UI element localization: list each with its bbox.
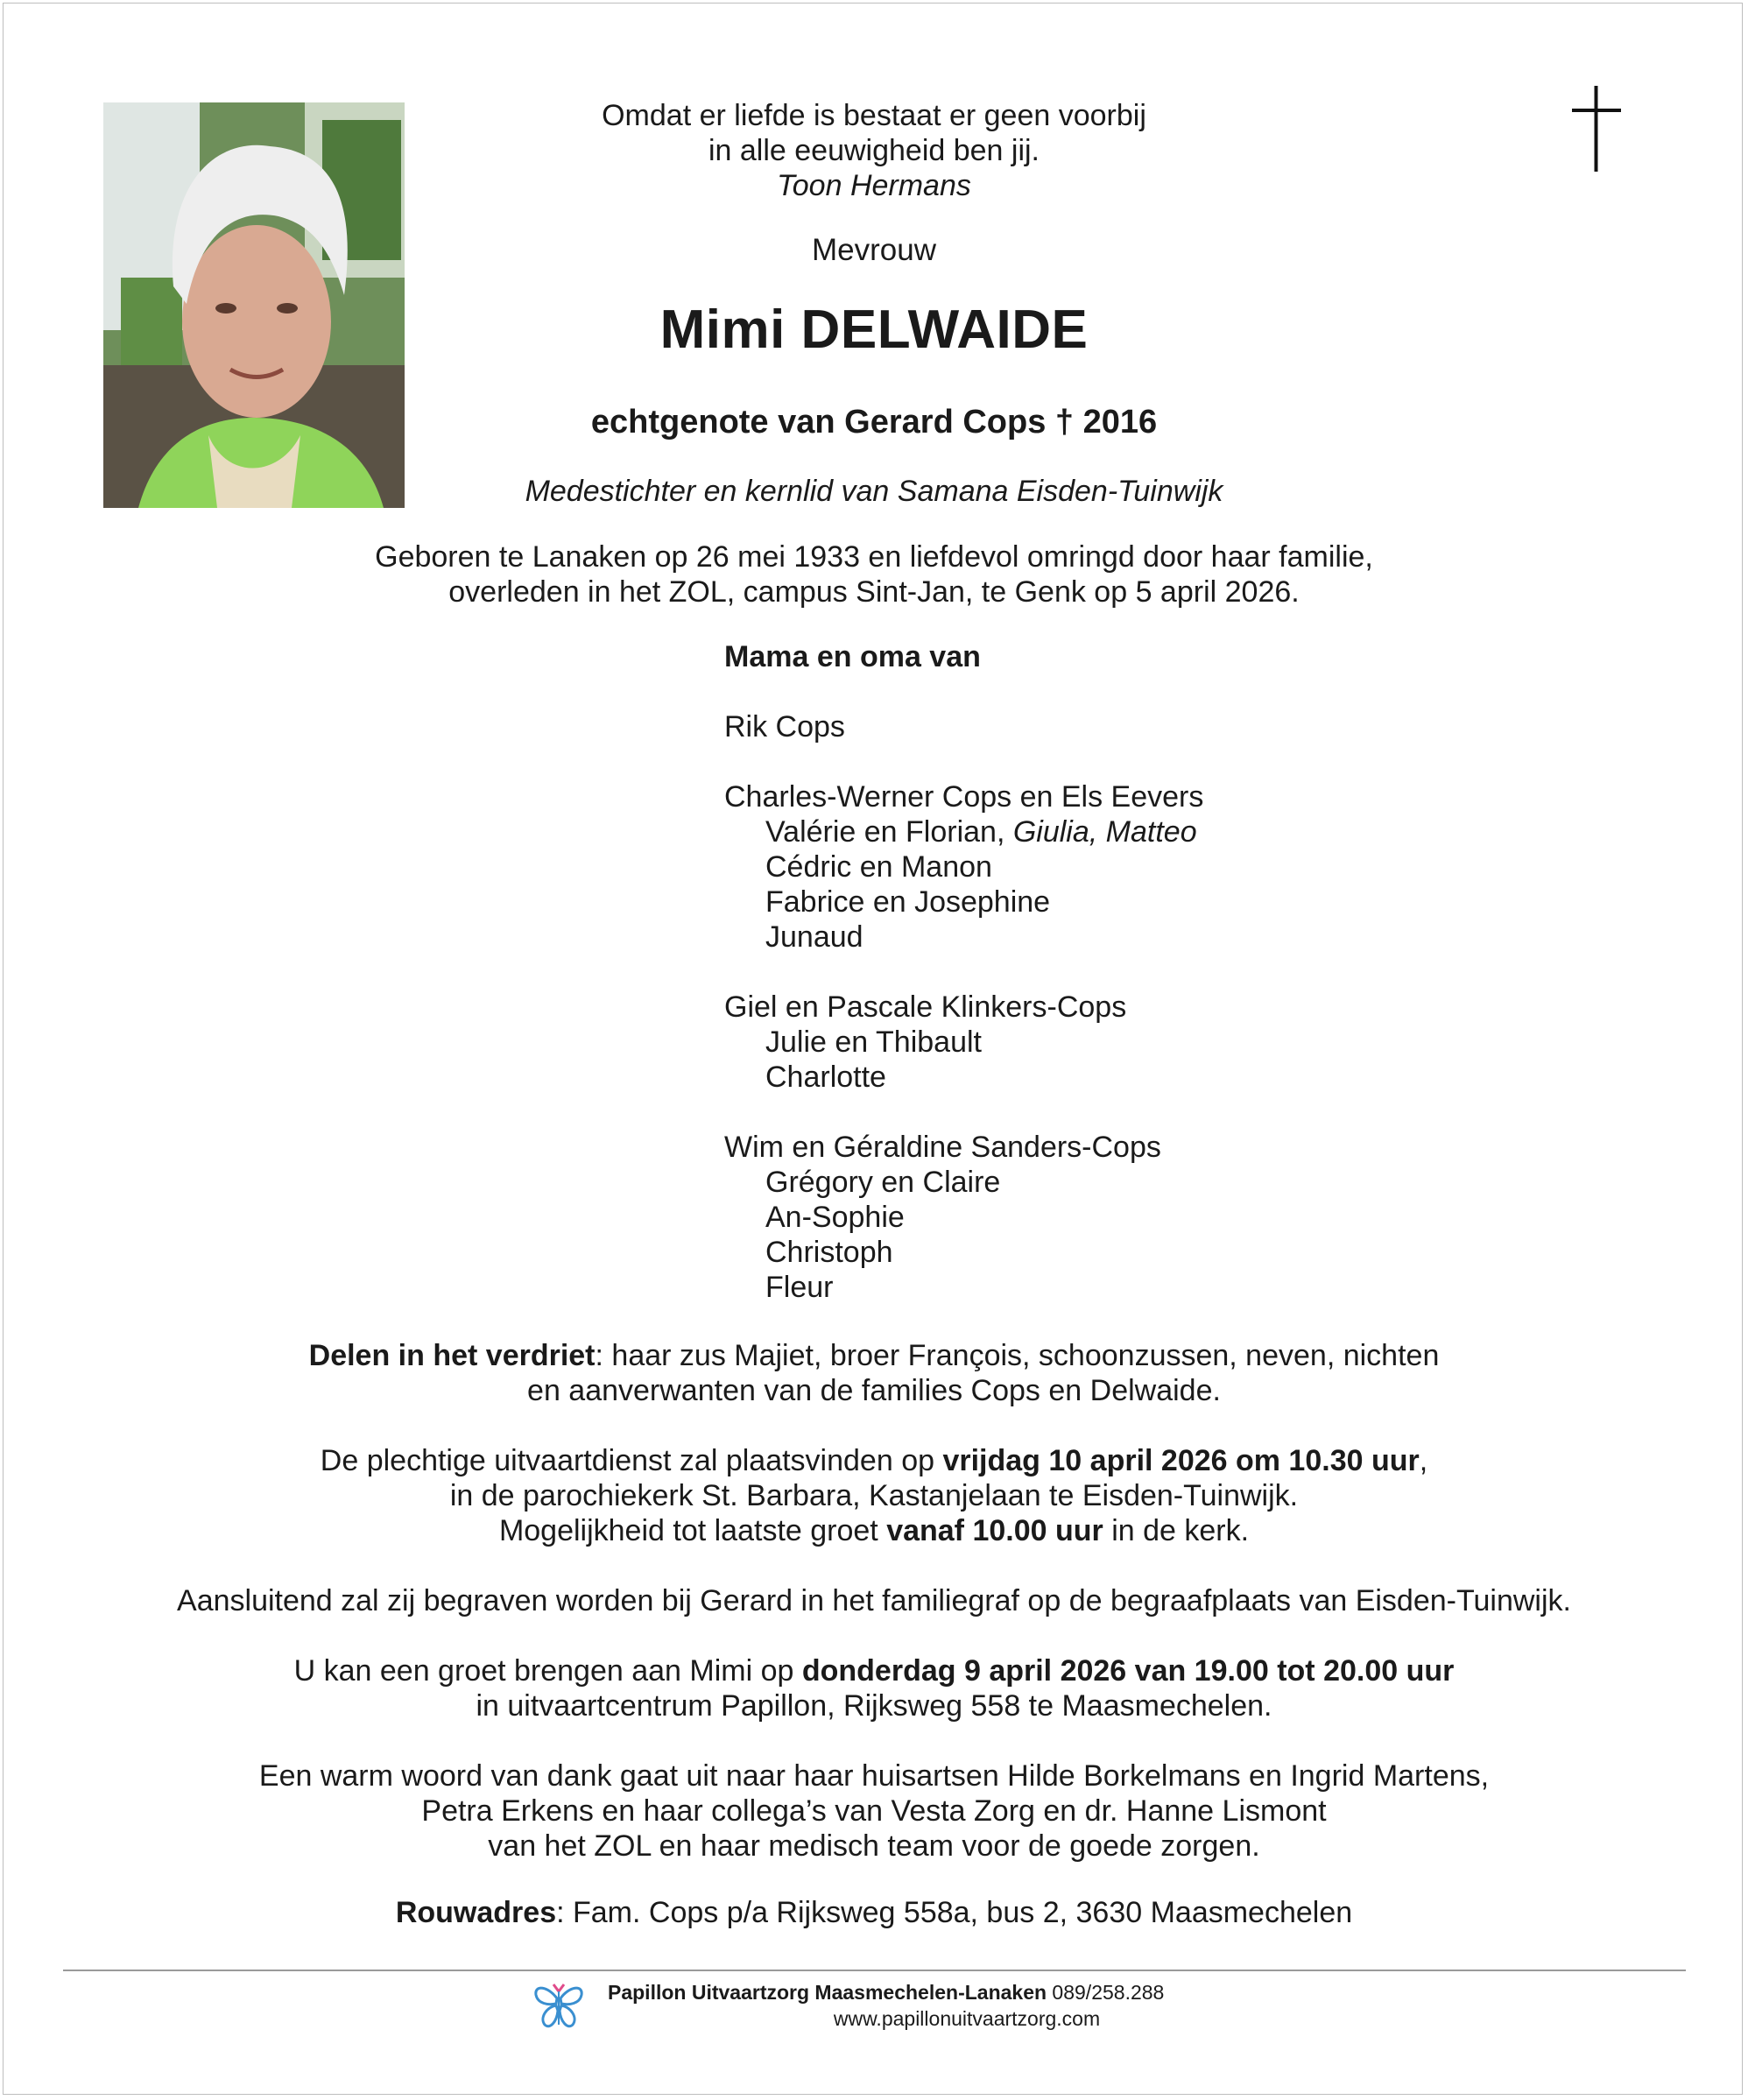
quote-author: Toon Hermans bbox=[777, 169, 971, 202]
family-child: Fleur bbox=[765, 1271, 834, 1304]
birth-death-text bbox=[0, 539, 1748, 610]
family-child: Julie en Thibault bbox=[765, 1025, 982, 1059]
funeral-home-name: Papillon Uitvaartzorg Maasmechelen-Lanaken bbox=[608, 1981, 1047, 2004]
family-heading: Mama en oma van bbox=[724, 640, 981, 673]
salutation: Mevrouw bbox=[812, 233, 936, 267]
family-parent: Rik Cops bbox=[724, 710, 845, 743]
funeral-home-line bbox=[608, 1981, 1164, 2005]
funeral-home-website[interactable]: www.papillonuitvaartzorg.com bbox=[833, 2007, 1101, 2030]
thanks-paragraph: Een warm woord van dank gaat uit naar haar huisartsen Hilde Borkelmans en Ingrid Martens, Petra Erkens en haar collega’s van Vesta Zorg en dr. Hanne Lismont van het ZOL en haar medisch team voor de goede zorgen. bbox=[258, 1759, 1490, 1863]
spouse-line: echtgenote van Gerard Cops † 2016 bbox=[590, 404, 1158, 440]
birth-line: Geboren te Lanaken op 26 mei 1933 en liefdevol omringd door haar familie, bbox=[375, 540, 1373, 574]
share-paragraph: Delen in het verdriet: haar zus Majiet, broer François, schoonzussen, neven, nichten en aanverwanten van de families Cops en Delwaide. bbox=[308, 1339, 1440, 1407]
visit-paragraph: U kan een groet brengen aan Mimi op donderdag 9 april 2026 van 19.00 tot 20.00 uur in uitvaartcentrum Papillon, Rijksweg 558 te Maasmechelen. bbox=[293, 1654, 1455, 1723]
family-child: Christoph bbox=[765, 1236, 893, 1269]
family-child: Fabrice en Josephine bbox=[765, 885, 1051, 919]
family-child: Junaud bbox=[765, 920, 863, 954]
burial-paragraph: Aansluitend zal zij begraven worden bij Gerard in het familiegraf op de begraafplaats van Eisden-Tuinwijk. bbox=[177, 1584, 1571, 1617]
quote-line: in alle eeuwigheid ben jij. bbox=[708, 134, 1040, 167]
family-child: Cédric en Manon bbox=[765, 850, 992, 884]
family-parent: Wim en Géraldine Sanders-Cops bbox=[724, 1131, 1161, 1164]
role-line: Medestichter en kernlid van Samana Eisden-Tuinwijk bbox=[525, 475, 1223, 508]
death-line: overleden in het ZOL, campus Sint-Jan, te Genk op 5 april 2026. bbox=[448, 575, 1300, 609]
family-child: Grégory en Claire bbox=[765, 1166, 1001, 1199]
quote-line: Omdat er liefde is bestaat er geen voorbij bbox=[602, 99, 1146, 132]
quote bbox=[0, 98, 1748, 203]
family-child: An-Sophie bbox=[765, 1201, 905, 1234]
mourning-address: Rouwadres: Fam. Cops p/a Rijksweg 558a, bus 2, 3630 Maasmechelen bbox=[395, 1896, 1353, 1929]
deceased-name: Mimi DELWAIDE bbox=[659, 299, 1089, 360]
family-parent: Charles-Werner Cops en Els Eevers bbox=[724, 780, 1204, 814]
family-parent: Giel en Pascale Klinkers-Cops bbox=[724, 990, 1127, 1024]
family-child: Charlotte bbox=[765, 1061, 886, 1094]
family-list bbox=[724, 639, 1203, 1305]
funeral-home-phone: 089/258.288 bbox=[1047, 1981, 1165, 2004]
funeral-paragraph: De plechtige uitvaartdienst zal plaatsvinden op vrijdag 10 april 2026 om 10.30 uur, in de parochiekerk St. Barbara, Kastanjelaan te Eisden-Tuinwijk. Mogelijkheid tot laatste groet vanaf 10.00 uur in de kerk. bbox=[320, 1444, 1428, 1547]
family-child: Valérie en Florian, Giulia, Matteo bbox=[765, 815, 1197, 849]
footer-divider bbox=[63, 1970, 1686, 1971]
